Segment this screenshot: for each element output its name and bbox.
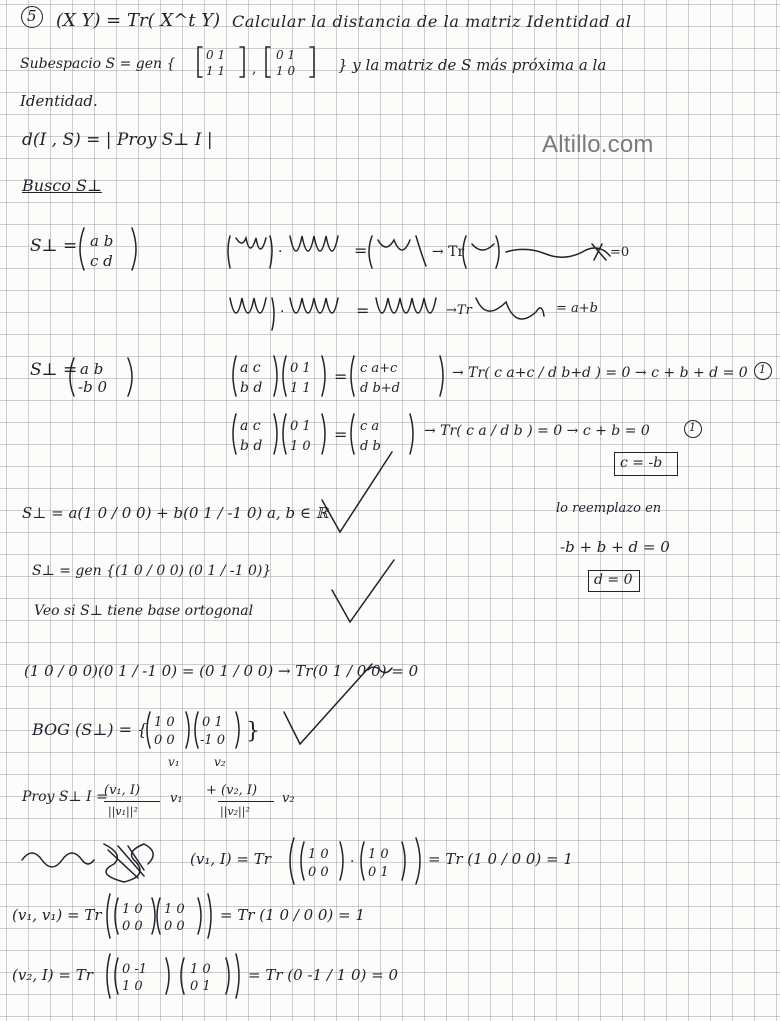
svg-text:=0: =0 xyxy=(610,245,630,260)
inner-product-v1-I: (v₁, I) = Tr xyxy=(190,850,271,868)
statement-line-2a: Subespacio S = gen { xyxy=(20,56,176,72)
svg-text:0 1: 0 1 xyxy=(290,361,311,376)
equation-label-1: 1 xyxy=(759,363,766,376)
svg-text:-1 0: -1 0 xyxy=(200,733,226,748)
svg-text:1 0: 1 0 xyxy=(308,847,329,862)
svg-text:0 -1: 0 -1 xyxy=(122,962,148,977)
svg-text:d b+d: d b+d xyxy=(360,381,400,396)
v2-label: v₂ xyxy=(214,755,226,769)
bog-label: BOG (S⊥) = { xyxy=(32,720,148,739)
svg-text:1 0: 1 0 xyxy=(368,847,389,862)
inner-product-v1-I-result: = Tr (1 0 / 0 0) = 1 xyxy=(428,850,573,868)
crossed-out-work-2 xyxy=(226,288,626,336)
svg-text:1 0: 1 0 xyxy=(190,962,211,977)
svg-text:1 0: 1 0 xyxy=(122,979,143,994)
svg-text:0 0: 0 0 xyxy=(164,919,185,934)
svg-text:0 0: 0 0 xyxy=(308,865,329,880)
svg-text:=: = xyxy=(334,367,348,386)
svg-text:c a: c a xyxy=(360,419,380,434)
svg-text:1 0: 1 0 xyxy=(290,439,311,454)
svg-text:1 0: 1 0 xyxy=(122,902,143,917)
svg-text:1 1: 1 1 xyxy=(290,381,311,396)
orthogonality-check: (1 0 / 0 0)(0 1 / -1 0) = (0 1 / 0 0) → Tr(0 1 / 0 0) = 0 xyxy=(24,662,419,680)
bog-matrices xyxy=(142,708,272,754)
svg-text:1 0: 1 0 xyxy=(276,64,296,78)
svg-text:c d: c d xyxy=(90,252,113,270)
svg-text:·: · xyxy=(350,854,355,870)
svg-text:=: = xyxy=(334,425,348,444)
svg-text:a c: a c xyxy=(240,360,261,376)
equation-label-2: 1 xyxy=(689,421,696,434)
svg-text:·: · xyxy=(278,244,283,260)
reemplazo-note: lo reemplazo en xyxy=(556,501,662,516)
svg-text:0 1: 0 1 xyxy=(202,715,223,730)
projection-term1-den: ||v₁||² xyxy=(108,805,138,818)
sperp-reduced-matrix xyxy=(66,354,140,400)
svg-text:→Tr: →Tr xyxy=(446,303,472,318)
svg-text:0 0: 0 0 xyxy=(122,919,143,934)
product-row-2-matrices xyxy=(230,410,430,458)
svg-text:0 1: 0 1 xyxy=(368,865,389,880)
statement-line-2b: } y la matriz de S más próxima a la xyxy=(338,56,607,74)
sperp-combination: S⊥ = a(1 0 / 0 0) + b(0 1 / -1 0) a, b ∈ ℝ xyxy=(22,504,329,522)
inner-product-v2-I: (v₂, I) = Tr xyxy=(12,966,93,984)
product-row-1-result: → Tr( c a+c / d b+d ) = 0 → c + b + d = 0 xyxy=(452,365,748,381)
projection-term2-den: ||v₂||² xyxy=(220,805,250,818)
inner-product-v1-I-matrices xyxy=(286,836,426,886)
svg-text:1 0: 1 0 xyxy=(154,715,175,730)
svg-text:= a+b: = a+b xyxy=(556,301,598,316)
problem-number: 5 xyxy=(27,7,37,25)
crossed-out-work-1 xyxy=(226,228,646,274)
product-row-1-matrices xyxy=(230,352,450,400)
inner-product-v1-v1-matrices xyxy=(104,892,216,940)
svg-text:b d: b d xyxy=(240,380,263,396)
watermark: Altillo.com xyxy=(542,131,654,158)
orthogonal-base-question: Veo si S⊥ tiene base ortogonal xyxy=(34,603,254,619)
svg-text:0 1: 0 1 xyxy=(276,48,296,62)
fraction-bar-2 xyxy=(218,801,274,802)
svg-text:→ Tr: → Tr xyxy=(432,244,465,260)
svg-text:0 1: 0 1 xyxy=(190,979,211,994)
svg-text:d b: d b xyxy=(360,439,381,454)
svg-text:1 0: 1 0 xyxy=(164,902,185,917)
svg-text:-b 0: -b 0 xyxy=(78,378,107,396)
subspace-generator-matrices xyxy=(196,43,346,81)
projection-term2-vector: v₂ xyxy=(282,791,295,806)
product-row-2-result: → Tr( c a / d b ) = 0 → c + b = 0 xyxy=(424,423,650,439)
sperp-general-matrix xyxy=(76,224,146,274)
svg-text:1 1: 1 1 xyxy=(206,64,226,78)
svg-text:a b: a b xyxy=(80,360,104,378)
busco-heading: Busco S⊥ xyxy=(22,176,102,195)
svg-text:0 0: 0 0 xyxy=(154,733,175,748)
inner-product-v2-I-result: = Tr (0 -1 / 1 0) = 0 xyxy=(248,966,398,984)
projection-lhs: Proy S⊥ I = xyxy=(22,789,108,805)
distance-formula: d(I , S) = | Proy S⊥ I | xyxy=(22,130,213,150)
svg-text:a c: a c xyxy=(240,418,261,434)
sperp-general-label: S⊥ = xyxy=(30,236,78,256)
substituted-equation: -b + b + d = 0 xyxy=(560,538,670,556)
svg-text:0 1: 0 1 xyxy=(206,48,226,62)
svg-text:=: = xyxy=(356,301,370,320)
inner-product-v1-v1: (v₁, v₁) = Tr xyxy=(12,906,102,924)
projection-term1-vector: v₁ xyxy=(170,791,183,806)
statement-line-1: Calcular la distancia de la matriz Identidad al xyxy=(232,12,632,31)
inner-product-v2-I-matrices xyxy=(104,952,244,1000)
svg-text:}: } xyxy=(246,719,260,744)
inner-product-definition: (X Y) = Tr( X^t Y) xyxy=(56,10,221,31)
svg-text:·: · xyxy=(280,304,285,320)
projection-term2-num: + (v₂, I) xyxy=(206,783,258,798)
inner-product-v1-v1-result: = Tr (1 0 / 0 0) = 1 xyxy=(220,906,365,924)
d-equals-zero: d = 0 xyxy=(594,572,633,588)
sperp-generator: S⊥ = gen {(1 0 / 0 0) (0 1 / -1 0)} xyxy=(32,563,272,579)
c-equals-minus-b: c = -b xyxy=(620,455,663,471)
svg-text:c a+c: c a+c xyxy=(360,361,398,376)
svg-text:=: = xyxy=(354,241,368,260)
fraction-bar-1 xyxy=(104,801,160,802)
svg-text:a b: a b xyxy=(90,232,114,250)
crossed-out-work-3 xyxy=(18,840,168,884)
svg-text:,: , xyxy=(252,61,257,77)
sperp-reduced-label: S⊥ = xyxy=(30,360,78,380)
v1-label: v₁ xyxy=(168,755,180,769)
statement-line-3: Identidad. xyxy=(20,92,98,110)
svg-text:0 1: 0 1 xyxy=(290,419,311,434)
svg-text:b d: b d xyxy=(240,438,263,454)
projection-term1-num: (v₁, I) xyxy=(104,783,141,798)
